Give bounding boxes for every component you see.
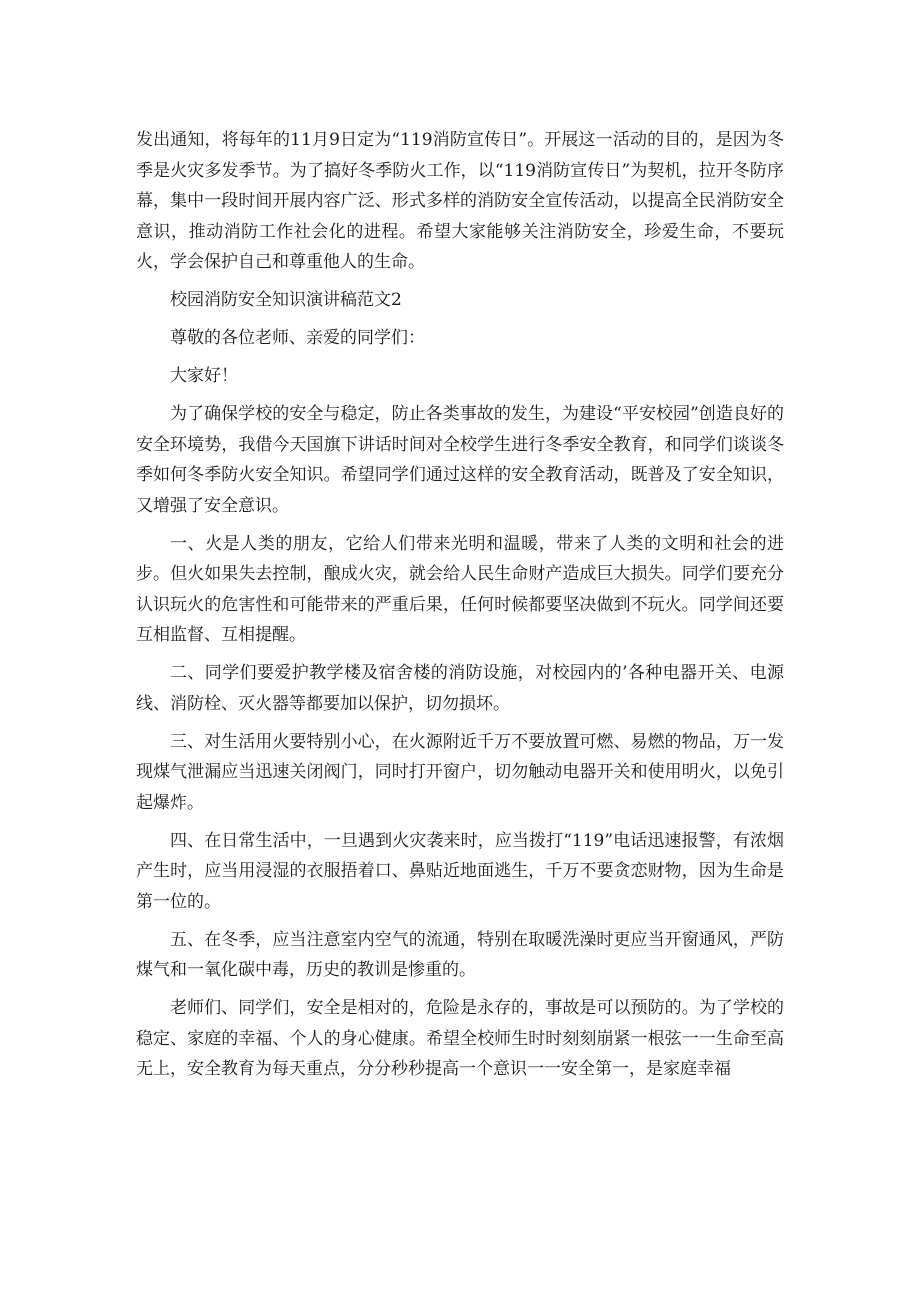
paragraph-closing: 老师们、同学们，安全是相对的，危险是永存的，事故是可以预防的。为了学校的稳定、家庭的幸福、个人的身心健康。希望全校师生时时刻刻崩紧一根弦一一生命至高无上，安全教育为每天重点，分分秒秒提高一个意识一一安全第一，是家庭幸福 bbox=[136, 998, 784, 1079]
greeting: 大家好！ bbox=[170, 366, 238, 386]
paragraph-point-5: 五、在冬季，应当注意室内空气的流通，特别在取暖洗澡时更应当开窗通风，严防煤气和一氧化碳中毒，历史的教训是惨重的。 bbox=[136, 929, 784, 980]
paragraph-point-2: 二、同学们要爱护教学楼及宿舍楼的消防设施，对校园内的’各种电器开关、电源线、消防栓、灭火器等都要加以保护，切勿损坏。 bbox=[136, 663, 784, 714]
paragraph-point-3: 三、对生活用火要特别小心，在火源附近千万不要放置可燃、易燃的物品，万一发现煤气泄漏应当迅速关闭阀门，同时打开窗户，切勿触动电器开关和使用明火，以免引起爆炸。 bbox=[136, 731, 784, 813]
salutation: 尊敬的各位老师、亲爱的同学们： bbox=[170, 328, 425, 348]
paragraph-purpose: 为了确保学校的安全与稳定，防止各类事故的发生，为建设“平安校园”创造良好的安全环境势，我借今天国旗下讲话时间对全校学生进行冬季安全教育，和同学们谈谈冬季如何冬季防火安全知识。希望同学们通过这样的安全教育活动，既普及了安全知识，又增强了安全意识。 bbox=[136, 404, 784, 516]
paragraph-point-4: 四、在日常生活中，一旦遇到火灾袭来时，应当拨打“119”电话迅速报警，有浓烟产生时，应当用浸湿的衣服捂着口、鼻贴近地面逃生，千万不要贪恋财物，因为生命是第一位的。 bbox=[136, 830, 784, 912]
section-title: 校园消防安全知识演讲稿范文2 bbox=[170, 290, 402, 310]
paragraph-intro: 发出通知，将每年的11月9日定为“119消防宣传日”。开展这一活动的目的，是因为冬季是火灾多发季节。为了搞好冬季防火工作，以“119消防宣传日”为契机，拉开冬防序幕，集中一段时间开展内容广泛、形式多样的消防安全宣传活动，以提高全民消防安全意识，推动消防工作社会化的进程。希望大家能够关注消防安全，珍爱生命，不要玩火，学会保护自己和尊重他人的生命。 bbox=[136, 130, 784, 272]
paragraph-point-1: 一、火是人类的朋友，它给人们带来光明和温暖，带来了人类的文明和社会的进步。但火如果失去控制，酿成火灾，就会给人民生命财产造成巨大损失。同学们要充分认识玩火的危害性和可能带来的严重后果，任何时候都要坚决做到不玩火。同学间还要互相监督、互相提醒。 bbox=[136, 533, 784, 645]
document-body bbox=[136, 125, 784, 1092]
